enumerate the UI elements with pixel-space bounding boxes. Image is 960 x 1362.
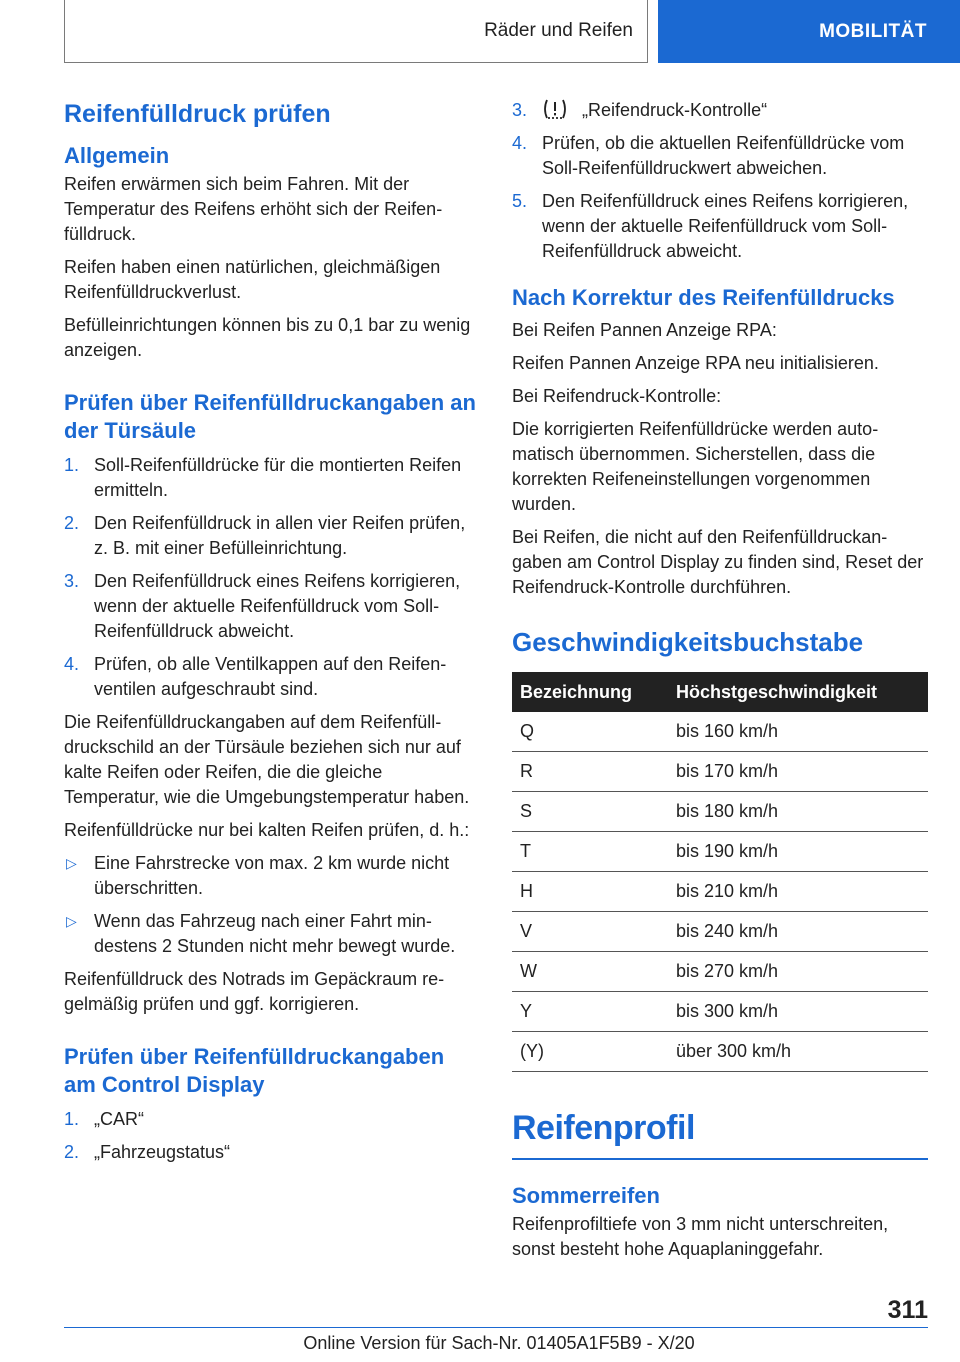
table-row bbox=[512, 952, 928, 992]
list-item bbox=[64, 1140, 478, 1165]
speed-code: (Y) bbox=[512, 1032, 668, 1072]
list-item bbox=[512, 98, 928, 123]
step-text: Prüfen, ob alle Ventilkappen auf den Reifenventilen aufgeschraubt sind. bbox=[94, 654, 447, 699]
section-title: Räder und Reifen bbox=[484, 20, 633, 41]
step-text: Den Reifenfülldruck eines Reifens korrigieren, wenn der aktuelle Reifenfülldruck vom Soll-Reifenfülldruck abweicht. bbox=[542, 191, 909, 261]
summer-tires-paragraph: Reifenprofiltiefe von 3 mm nicht unterschreiten, sonst besteht hohe Aquaplaninggefahr. bbox=[512, 1214, 889, 1259]
table-row bbox=[512, 912, 928, 952]
step-number: 2. bbox=[64, 513, 80, 533]
pillar-steps bbox=[64, 453, 478, 702]
column-header: Bezeichnung bbox=[512, 672, 668, 712]
tread-profile-title: Reifenprofil bbox=[512, 1109, 695, 1147]
table-row bbox=[512, 752, 928, 792]
step-number: 3. bbox=[512, 100, 528, 120]
triangle-bullet-icon: ▷ bbox=[66, 913, 77, 929]
section-header bbox=[64, 0, 648, 63]
general-paragraph-2: Reifen haben einen natürlichen, gleichmäßigen Reifenfülldruckverlust. bbox=[64, 257, 441, 302]
triangle-bullet-icon: ▷ bbox=[66, 855, 77, 871]
speed-code: R bbox=[512, 752, 668, 792]
table-row bbox=[512, 832, 928, 872]
general-heading: Allgemein bbox=[64, 143, 170, 168]
max-speed: bis 300 km/h bbox=[668, 992, 928, 1032]
step-number: 2. bbox=[64, 1142, 80, 1162]
page-title: Reifenfülldruck prüfen bbox=[64, 100, 331, 128]
step-text: Den Reifenfülldruck in allen vier Reifen prüfen, z. B. mit einer Befülleinrichtung. bbox=[94, 513, 466, 558]
table-row bbox=[512, 872, 928, 912]
after-paragraph-3: Bei Reifendruck-Kontrolle: bbox=[512, 386, 722, 406]
step-number: 1. bbox=[64, 1109, 80, 1129]
pillar-paragraph-1: Die Reifenfülldruckangaben auf dem Reifenfülldruckschild an der Türsäule beziehen sich nur auf kalte Reifen oder Reifen, die die gleiche Temperatur, wie die Umgebungstemperatur haben. bbox=[64, 712, 470, 807]
step-text: Den Reifenfülldruck eines Reifens korrigieren, wenn der aktuelle Reifenfülldruck vom Soll-Reifenfülldruck abweicht. bbox=[94, 571, 461, 641]
speed-code: T bbox=[512, 832, 668, 872]
speed-code: V bbox=[512, 912, 668, 952]
after-paragraph-5: Bei Reifen, die nicht auf den Reifenfülldruckangaben am Control Display zu finden sind, Reset der Reifendruck-Kontrolle durchführen. bbox=[512, 527, 924, 597]
after-paragraph-2: Reifen Pannen Anzeige RPA neu initialisieren. bbox=[512, 353, 879, 373]
speed-code: S bbox=[512, 792, 668, 832]
tire-pressure-warning-icon bbox=[542, 98, 568, 120]
pillar-paragraph-2: Reifenfülldrücke nur bei kalten Reifen prüfen, d. h.: bbox=[64, 820, 470, 840]
general-paragraph-1: Reifen erwärmen sich beim Fahren. Mit der Temperatur des Reifens erhöht sich der Reifenfülldruck. bbox=[64, 174, 443, 244]
table-row bbox=[512, 792, 928, 832]
footer-text: Online Version für Sach-Nr. 01405A1F5B9 - X/20 bbox=[303, 1333, 695, 1353]
step-number: 1. bbox=[64, 455, 80, 475]
footer-divider bbox=[64, 1327, 928, 1328]
bullet-text: Eine Fahrstrecke von max. 2 km wurde nicht überschritten. bbox=[94, 853, 450, 898]
chapter-tab[interactable] bbox=[658, 0, 960, 63]
speed-code: H bbox=[512, 872, 668, 912]
section-divider bbox=[512, 1158, 928, 1160]
step-number: 3. bbox=[64, 571, 80, 591]
pillar-heading: Prüfen über Reifenfülldruckangaben an der Türsäule bbox=[64, 390, 476, 443]
pillar-paragraph-3: Reifenfülldruck des Notrads im Gepäckraum regelmäßig prüfen und ggf. korrigieren. bbox=[64, 969, 445, 1014]
footer bbox=[0, 1333, 960, 1354]
table-row bbox=[512, 1032, 928, 1072]
step-text: „Fahrzeugstatus“ bbox=[94, 1142, 231, 1162]
display-heading: Prüfen über Reifenfülldruckangaben am Control Display bbox=[64, 1044, 445, 1097]
speed-code: Y bbox=[512, 992, 668, 1032]
step-text: „CAR“ bbox=[94, 1109, 144, 1129]
list-item bbox=[64, 511, 478, 561]
max-speed: bis 270 km/h bbox=[668, 952, 928, 992]
list-item bbox=[64, 851, 478, 901]
list-item bbox=[64, 1107, 478, 1132]
max-speed: über 300 km/h bbox=[668, 1032, 928, 1072]
speed-code: W bbox=[512, 952, 668, 992]
list-item bbox=[512, 131, 928, 181]
list-item bbox=[64, 909, 478, 959]
max-speed: bis 180 km/h bbox=[668, 792, 928, 832]
list-item bbox=[64, 453, 478, 503]
table-header-row bbox=[512, 672, 928, 712]
after-paragraph-1: Bei Reifen Pannen Anzeige RPA: bbox=[512, 320, 777, 340]
right-column bbox=[512, 98, 928, 1270]
left-column bbox=[64, 98, 478, 1173]
display-steps bbox=[64, 1107, 478, 1165]
list-item bbox=[64, 569, 478, 644]
step-text: Soll-Reifenfülldrücke für die montierten Reifen ermitteln. bbox=[94, 455, 462, 500]
max-speed: bis 190 km/h bbox=[668, 832, 928, 872]
bullet-text: Wenn das Fahrzeug nach einer Fahrt mindestens 2 Stunden nicht mehr bewegt wurde. bbox=[94, 911, 456, 956]
general-paragraph-3: Befülleinrichtungen können bis zu 0,1 bar zu wenig anzeigen. bbox=[64, 315, 471, 360]
list-item bbox=[64, 652, 478, 702]
after-correction-heading: Nach Korrektur des Reifenfülldrucks bbox=[512, 285, 895, 310]
speed-code: Q bbox=[512, 712, 668, 752]
step-number: 5. bbox=[512, 191, 528, 211]
max-speed: bis 210 km/h bbox=[668, 872, 928, 912]
display-steps-continued bbox=[512, 98, 928, 264]
page-number: 311 bbox=[887, 1296, 928, 1324]
step-number: 4. bbox=[64, 654, 80, 674]
speed-rating-table bbox=[512, 672, 928, 1072]
max-speed: bis 240 km/h bbox=[668, 912, 928, 952]
max-speed: bis 160 km/h bbox=[668, 712, 928, 752]
step-number: 4. bbox=[512, 133, 528, 153]
table-row bbox=[512, 712, 928, 752]
table-row bbox=[512, 992, 928, 1032]
column-header: Höchstgeschwindigkeit bbox=[668, 672, 928, 712]
step-text: Prüfen, ob die aktuellen Reifenfülldrücke vom Soll-Reifenfülldruckwert abweichen. bbox=[542, 133, 905, 178]
list-item bbox=[512, 189, 928, 264]
speed-heading: Geschwindigkeitsbuchstabe bbox=[512, 627, 864, 657]
cold-tire-conditions bbox=[64, 851, 478, 959]
max-speed: bis 170 km/h bbox=[668, 752, 928, 792]
chapter-title: MOBILITÄT bbox=[819, 20, 927, 42]
summer-tires-heading: Sommerreifen bbox=[512, 1183, 660, 1208]
step-text: „Reifendruck-Kontrolle“ bbox=[582, 100, 768, 120]
after-paragraph-4: Die korrigierten Reifenfülldrücke werden automatisch übernommen. Sicherstellen, dass die korrekten Reifeneinstellungen vorgenommen wurden. bbox=[512, 419, 879, 514]
